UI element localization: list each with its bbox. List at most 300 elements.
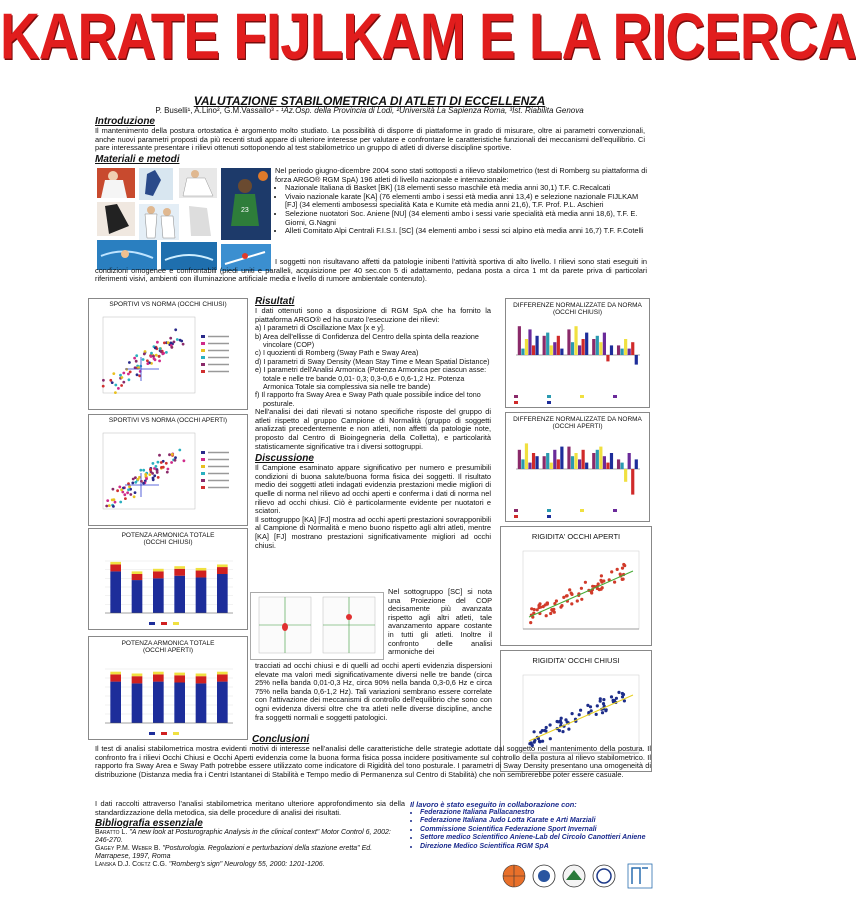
bar [624,469,627,482]
scatter-point [150,352,153,355]
bar [585,463,588,469]
scatter-point [596,704,599,707]
bar [606,463,609,469]
chart-differenze-occhi-chiusi [505,298,650,408]
legend-swatch [201,363,205,366]
legend-swatch [201,458,205,461]
scatter-point [156,341,159,344]
scatter-point [128,361,131,364]
scatter-point [144,350,147,353]
scatter-point [549,723,552,726]
ref-author: Baratto L. [95,829,128,836]
discussion-text-2: Il sottogruppo [KA] [FJ] mostra ad occhi aperti prestazioni sovrapponibili al Campione di Normalità e meno buono rispetto agli altri atleti, mentre [KA] [FJ] mostrano prestazioni significativamente migliori ad occhi chiusi. [255,514,491,550]
scatter-point [134,481,137,484]
scatter-point [116,489,119,492]
scatter-point [546,601,549,604]
scatter-point [178,449,181,452]
scatter-plot [501,541,651,645]
scatter-point [112,505,115,508]
intro-heading: Introduzione [95,116,155,127]
methods-text-2: I soggetti non risultavano affetti da patologie inibenti l'attività sportiva di alto livello. I rilievi sono stati eseguiti in condizioni omogenee e confrontabili (piedi uniti e paralleli, acquisizione per 40 sec.con 5 di adattamento, pedana posta a circa 1 mt da parete priva di particolari riferimenti visivi, ambienti con illuminazione artificiale media e livello di rumore ambientale contenuto). [95,257,647,284]
bar [110,564,121,571]
legend-swatch [201,370,205,373]
bar [525,339,528,355]
author-names: P. Buselli [155,106,188,115]
chart-subtitle: (OCCHI CHIUSI) [552,309,603,316]
chart-title: SPORTIVI VS NORMA (OCCHI CHIUSI) [109,301,227,308]
scatter-point [600,588,603,591]
scatter-point [558,729,561,732]
scatter-point [610,570,613,573]
bar [110,571,121,613]
bar [174,569,185,576]
scatter-point [602,698,605,701]
bar [550,463,553,469]
scatter-point [154,347,157,350]
results-text-2: Nell'analisi dei dati rilevati si notano specifiche risposte del gruppo di atleti rispetto al gruppo Campione di Normalità (gruppo di soggetti analizzati precedentemente e non atleti, non affetti da patologie note, proposto dal Centro di Bioingegneria della Colletta), e particolarità statisticamente significative tra i diversi sottogruppi. [255,407,491,451]
legend-swatch [514,515,518,518]
legend-swatch [161,622,167,625]
legend-swatch [201,342,205,345]
scatter-point [167,468,170,471]
scatter-point [170,461,173,464]
bar [518,450,521,469]
scatter-point [146,362,149,365]
chart-title: RIGIDITA' OCCHI CHIUSI [532,656,620,665]
bar [543,456,546,469]
bar [196,676,207,683]
bar [617,345,620,355]
scatter-point [119,374,122,377]
stabilogram-image [251,593,383,659]
scatter-point [157,461,160,464]
bar [110,562,121,565]
plot-area [523,551,639,629]
legend-swatch [580,395,584,398]
scatter-plot [89,309,247,409]
scatter-point [121,376,124,379]
bibliography-heading: Bibliografia essenziale [95,818,203,829]
list-item: • Selezione nuotatori Soc. Aniene [NU] (34 elementi ambo i sessi varie specialità età media anni 18,6), T.F. E. Giorni, G.Nagni [285,210,647,227]
bar [196,568,207,571]
scatter-point [156,469,159,472]
scatter-point [122,372,125,375]
scatter-point [543,729,546,732]
bar [153,578,164,613]
scatter-point [153,357,156,360]
scatter-point [129,493,132,496]
bar [217,674,228,681]
scatter-point [176,338,179,341]
methods-heading: Materiali e metodi [95,154,180,165]
bar [132,580,143,613]
bar [553,342,556,355]
discussion-text: Il Campione esaminato appare significativo per numero e presumibili condizioni di buona salute/buona forma fisica dei soggetti. Il risultato medio dei soggetti atleti indagati evidenzia prestazioni medie migliori di quelle di norma nel rilievo ad occhi aperti e conferma i dati di norma nel rilievo ad occhi chiusi. Ciò è particolarmente evidente per nuotatori e sciatori. [255,463,491,516]
results-section [255,296,491,550]
methods-text: Nel periodo giugno-dicembre 2004 sono stati sottoposti a rilievo stabilometrico (test di Romberg su piattaforma di forza ARGO® RGM SpA) 196 atleti di livello nazionale e internazionale: [275,166,647,184]
scatter-point [571,712,574,715]
bar [567,447,570,469]
scatter-point [106,499,109,502]
scatter-point [133,495,136,498]
scatter-point [174,459,177,462]
legend-swatch [580,509,584,512]
bar [110,674,121,681]
scatter-point [550,608,553,611]
bar [599,447,602,469]
reference-item [95,861,405,869]
collaboration-section [410,800,655,851]
scatter-point [124,497,127,500]
chart-potenza-occhi-aperti [88,636,248,740]
legend-swatch [514,395,518,398]
scatter-point [163,342,166,345]
scatter-point [565,594,568,597]
bar [550,345,553,355]
legend-swatch [613,395,617,398]
bar [596,336,599,355]
scatter-point [529,621,532,624]
scatter-point [600,574,603,577]
scatter-point [601,711,604,714]
ref-text: "Posturologia. Regolazioni e perturbazioni della stazione eretta" Ed. Marrapese, 1997, Roma [95,845,373,860]
ref-text: "Romberg's sign" Neurology 55, 2000: 1201-1206. [166,861,325,868]
legend-swatch [149,622,155,625]
intro-section [95,116,645,153]
bar [196,577,207,613]
bar [532,345,535,355]
legend-swatch [201,451,205,454]
scatter-point [114,391,117,394]
scatter-point [120,384,123,387]
bar [585,333,588,355]
bar [217,574,228,613]
list-item: • Nazionale Italiana di Basket [BK] (18 elementi sesso maschile età media anni 30,1) T.F. C.Recalcati [285,184,647,193]
scatter-point [568,588,571,591]
list-item: • Direzione Medico Scientifica RGM SpA [420,843,655,851]
scatter-point [617,691,620,694]
conclusions-section [95,734,651,779]
chart-differenze-occhi-aperti [505,412,650,522]
scatter-point [168,453,171,456]
results-heading: Risultati [255,296,295,307]
intro-text: Il mantenimento della postura ortostatica è argomento molto studiato. La possibilità di disporre di piattaforme in grado di misurare, oltre ai parametri convenzionali, anche nuovi parametri proposti da più recenti studi appare di ulteriore interesse per valutare e confrontare le caratteristiche funzionali dei meccanismi dell'equilibrio. Ci pare interessante presentare i rilievi ottenuti sottoponendo al test stabilometrico un gruppo di atleti di diverse discipline sportive. [95,126,645,153]
scatter-point [118,486,121,489]
chart-title: SPORTIVI VS NORMA (OCCHI APERTI) [108,417,228,424]
scatter-point [570,592,573,595]
conclusions-heading: Conclusioni [252,734,310,745]
scatter-point [148,473,151,476]
grouped-bar-chart [506,317,649,407]
scatter-point [589,705,592,708]
bar [628,349,631,355]
scatter-point [158,355,161,358]
scatter-point [142,358,145,361]
chart-title: DIFFERENZE NORMALIZZATE DA NORMA [513,302,642,309]
scatter-point [134,476,137,479]
bar [518,326,521,355]
chart-title: POTENZA ARMONICA TOTALE [121,640,215,647]
scatter-point [131,482,134,485]
scatter-point [105,505,108,508]
chart-sportivi-occhi-aperti [88,414,248,526]
scatter-point [123,493,126,496]
scatter-point [179,339,182,342]
scatter-point [166,471,169,474]
chart-subtitle: (OCCHI CHIUSI) [143,539,193,546]
scatter-point [170,346,173,349]
bar [532,453,535,469]
list-item: c) I quozienti di Romberg (Sway Path e Sway Area) [255,348,419,358]
scatter-point [109,379,112,382]
conclusions-text-2: I dati raccolti attraverso l'analisi stabilometrica meritano ulteriore approfondimento sia della standardizzazione della metodica, sia delle procedure di analisi dei risultati. [95,799,405,817]
scatter-point [135,354,138,357]
bar [596,450,599,469]
plot-area [103,317,195,393]
bar [521,349,524,355]
conclusions-text: Il test di analisi stabilometrica mostra evidenti motivi di interesse nell'analisi delle caratteristiche delle strategie adottate dal soggetto nel mantenimento della postura. Il confronto fra i rilievi Occhi Chiusi e Occhi Aperti evidenzia come la buona forma fisica possa incidere positivamente sul controllo della postura al rilievo stabilometrico. Il rapporto fra Sway Area e Sway Path potrebbe essere utilizzato come indicatore di Rigidità del tono posturale. I parametri di Sway Density presentano una omogeneità di distribuzione (Distanza media fra i Centri Istantanei di Stabilità e Tempo medio di Permanenza sul Centro di Stabilità) che non sembrerebbe poter essere casuale. [95,744,651,779]
list-item: d) I parametri di Sway Density (Mean Stay Time e Mean Spatial Distance) [255,356,490,366]
bar [628,453,631,469]
bar [153,674,164,681]
scatter-point [549,612,552,615]
legend-swatch [173,622,179,625]
scatter-point [602,579,605,582]
bar [132,674,143,677]
bar [196,683,207,723]
bar [174,566,185,569]
scatter-point [112,488,115,491]
scatter-plot [89,425,247,525]
legend-swatch [547,395,551,398]
scatter-point [144,473,147,476]
scatter-point [622,563,625,566]
chart-title: POTENZA ARMONICA TOTALE [121,532,215,539]
scatter-point [134,491,137,494]
scatter-point [580,598,583,601]
scatter-point [119,501,122,504]
scatter-point [561,730,564,733]
poster-title: VALUTAZIONE STABILOMETRICA DI ATLETI DI ECCELLENZA [193,94,546,108]
chart-potenza-occhi-chiusi [88,528,248,630]
scatter-point [142,482,145,485]
chart-title: DIFFERENZE NORMALIZZATE DA NORMA [513,416,642,423]
bar [574,453,577,469]
author-rest: ¹, A.Lino², G.M.Vassallo³ - [187,106,281,115]
bar [528,329,531,355]
scatter-point [591,585,594,588]
bar [525,443,528,469]
scatter-point [545,726,548,729]
bar [521,459,524,469]
scatter-point [580,587,583,590]
federation-logos [500,862,660,890]
scatter-point [576,599,579,602]
scatter-point [135,360,138,363]
bar [560,349,563,355]
bar [174,576,185,613]
scatter-point [128,485,131,488]
scatter-point [599,700,602,703]
scatter-point [158,360,161,363]
scatter-point [114,501,117,504]
scatter-point [174,456,177,459]
chart-subtitle: (OCCHI APERTI) [552,423,603,430]
scatter-point [556,720,559,723]
scatter-point [171,453,174,456]
legend-swatch [201,356,205,359]
scatter-point [160,350,163,353]
scatter-point [542,605,545,608]
bar [535,456,538,469]
legend-swatch [547,515,551,518]
scatter-point [560,604,563,607]
list-item: b) Area dell'ellisse di Confidenza del Centro della spinta della reazione vincolare (COP) [255,331,479,349]
bar [578,459,581,469]
scatter-point [157,476,160,479]
list-item: e) I parametri dell'Analisi Armonica (Potenza Armonica per ciascun asse: totale e nelle tre bande 0,01- 0,3; 0,3-0,6 e 0,6-1,2 Hz. Potenza Armonica Totale sia complessiva sia nelle tre bande) [255,365,487,392]
ref-author: Gagey P.M. Weber B. [95,845,161,852]
bar [528,463,531,469]
list-item: • Federazione Italiana Pallacanestro [420,809,655,817]
collaboration-heading: Il lavoro è stato eseguito in collaborazione con: [410,800,577,809]
list-item: • Federazione Italiana Judo Lotta Karate e Arti Marziali [420,817,655,825]
chart-rigidita-occhi-aperti [500,526,652,646]
methods-list [275,184,647,236]
bar [624,339,627,355]
scatter-point [538,606,541,609]
scatter-point [570,602,573,605]
bar [217,567,228,574]
bar [553,450,556,469]
plot-area [103,433,195,509]
legend-swatch [547,401,551,404]
scatter-point [150,355,153,358]
bar [132,574,143,580]
list-item: f) Il rapporto fra Sway Area e Sway Path quale possibile indice del tono posturale. [255,390,481,408]
scatter-point [174,328,177,331]
bar [631,469,634,495]
bar [546,333,549,355]
scatter-point [152,477,155,480]
list-item: • Alleti Comitato Alpi Centrali F.I.S.I. [SC] (34 elementi ambo i sessi sci alpino età media anni 16,7) T.F. F.Cotelli [285,227,647,236]
scatter-point [170,342,173,345]
scatter-point [159,347,162,350]
scatter-point [621,578,624,581]
bar [132,676,143,683]
bar [571,456,574,469]
bar [557,459,560,469]
scatter-point [183,459,186,462]
bar [592,339,595,355]
discussion-text-3: Nel sottogruppo [SC] si nota una Proiezione del COP decisamente più avanzata rispetto agli altri atleti, tale avanzamento appare costante in tutti gli atleti. Inoltre il confronto delle analisi armoniche dei [388,587,492,657]
discussion-text-4: tracciati ad occhi chiusi e di quelli ad occhi aperti evidenzia dispersioni elevate ma valori medi significativamente diversi nelle tre bande (circa 25% nella banda 0,01-0,3 Hz, circa 90% nella banda 0,3-0,6 Hz e circa 75% nella banda 0,6-1,2 Hz). Tali variazioni sembrano essere correlate con l'attivazione dei meccanismi di controllo dell'equilibrio che sono con ogni evidenza diversi oltre che tra atleti nelle diverse discipline, anche fra soggetti normali e soggetti patologici. [255,661,492,722]
bar [543,336,546,355]
list-item: • Commissione Scientifica Federazione Sport Invernali [420,826,655,834]
scatter-point [584,581,587,584]
bar [635,355,638,365]
scatter-point [133,357,136,360]
scatter-point [152,462,155,465]
results-list [255,324,491,408]
bar [582,339,585,355]
scatter-point [158,454,161,457]
bar [635,459,638,469]
bar [592,453,595,469]
discussion-heading: Discussione [255,453,314,465]
scatter-point [111,499,114,502]
legend-swatch [201,465,205,468]
scatter-point [102,379,105,382]
ref-text: "A new look at Posturographic Analysis in the clinical context" Motor Control 6, 2002: 246-270. [95,829,391,844]
affiliations: ¹Az.Osp. della Provincia di Lodi, ²Università La Sapienza Roma, ³Ist. Riabilita Genova [280,106,584,115]
bar [110,672,121,675]
scatter-point [613,581,616,584]
scatter-point [167,341,170,344]
bar [603,333,606,355]
legend-swatch [201,486,205,489]
scatter-point [129,371,132,374]
scatter-point [165,462,168,465]
list-item: a) I parametri di Oscillazione Max [x e y]. [255,323,385,333]
bar [174,675,185,682]
bar [603,456,606,469]
legend-swatch [201,479,205,482]
scatter-point [579,709,582,712]
scatter-point [152,355,155,358]
scatter-point [120,488,123,491]
ref-author: Lanska D.J. Coetz C.G. [95,861,167,868]
scatter-point [126,491,129,494]
scatter-point [595,713,598,716]
poster-banner: KARATE FIJLKAM E LA RICERCA [0,0,856,73]
logos-row [500,862,660,890]
scatter-point [127,488,130,491]
bar [557,336,560,355]
scatter-point [108,504,111,507]
scatter-point [146,359,149,362]
scatter-point [155,354,158,357]
results-text: I dati ottenuti sono a disposizione di RGM SpA che ha fornito la piattaforma ARGO® ed ha curato l'esecuzione dei rilievi: [255,306,491,324]
scatter-point [149,468,152,471]
stabilogram-plots [250,592,384,660]
collaboration-list [410,809,655,851]
bar [153,672,164,675]
bar [132,683,143,723]
chart-title: RIGIDITA' OCCHI APERTI [531,532,621,541]
bar [574,326,577,355]
bar [217,564,228,567]
scatter-point [182,343,185,346]
scatter-point [112,372,115,375]
scatter-point [555,599,558,602]
scatter-point [117,387,120,390]
scatter-point [605,708,608,711]
svg-text:23: 23 [241,207,249,214]
scatter-point [138,476,141,479]
scatter-point [139,469,142,472]
bar [571,342,574,355]
bar [617,459,620,469]
list-item: • Vivaio nazionale karate [KA] (76 elementi ambo i sessi età media anni 13,4) e selezione nazionale FIJLKAM [FJ] (34 elementi ambosessi specialità Kata e Kumite età media anni 21,6), T.F. Prof. P.L. Aschieri [285,193,647,210]
legend-swatch [201,472,205,475]
scatter-point [153,474,156,477]
bar [174,683,185,724]
scatter-point [128,378,131,381]
bar [174,673,185,676]
reference-item [95,829,405,845]
legend-swatch [201,335,205,338]
